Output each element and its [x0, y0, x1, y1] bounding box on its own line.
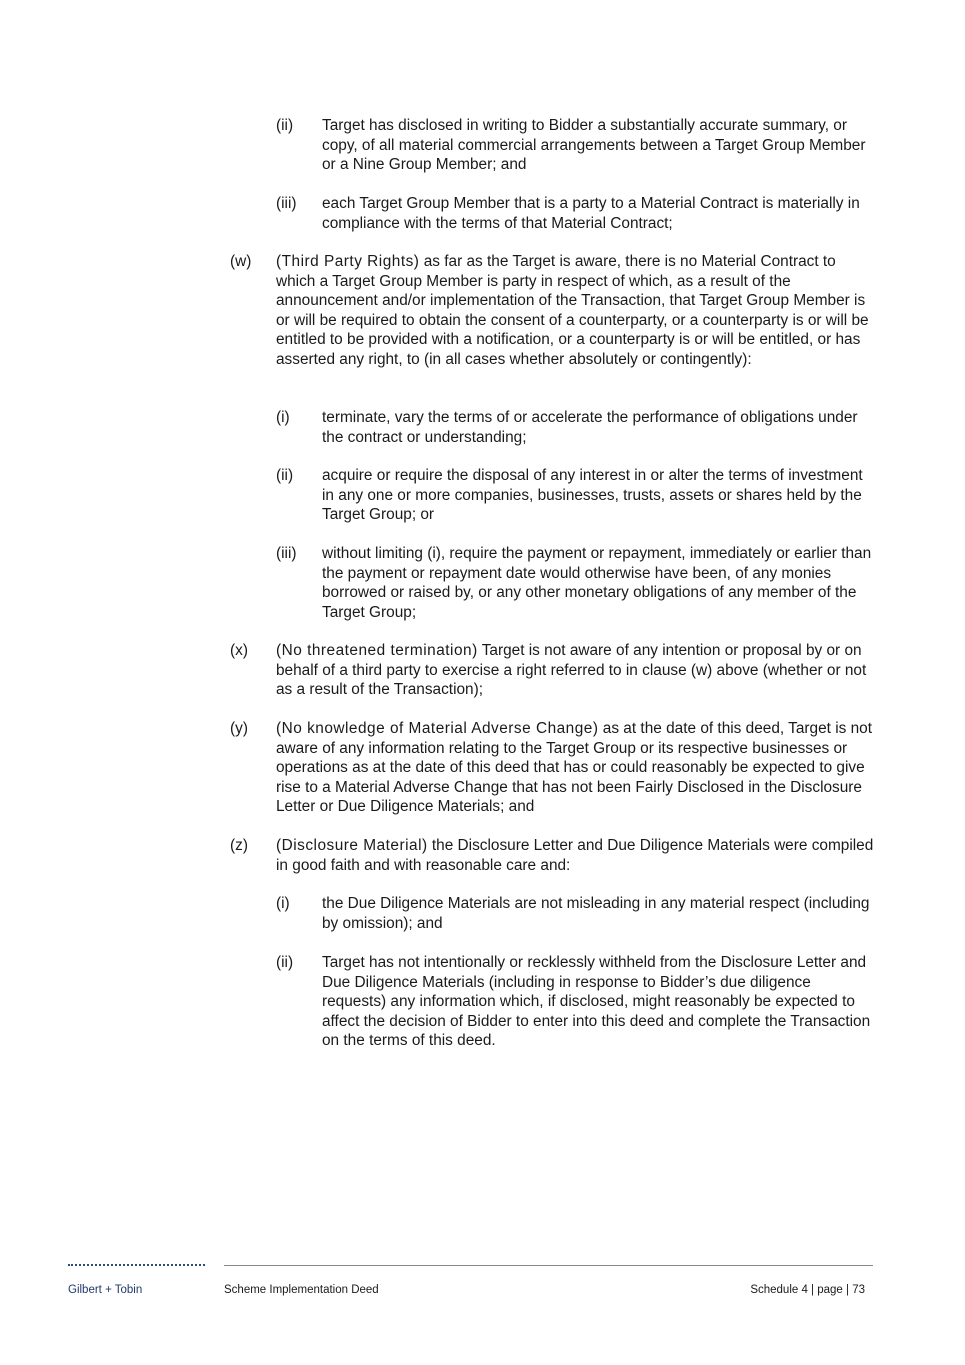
clause-number: (w) — [230, 253, 252, 270]
clause-heading: (Third Party Rights) — [276, 253, 420, 270]
clause-body — [276, 252, 876, 369]
clause-text: as at the date of this deed, Target is not aware of any information relating to the Target Group or its respective businesses or operations as at the date of this deed that has or could reasonably be expected to give rise to a Material Adverse Change that has not been Fairly Disclosed in the Disclosure Letter or Due Diligence Materials; and — [276, 720, 873, 815]
clause-text: as far as the Target is aware, there is no Material Contract to which a Target Group Member is party in respect of which, as a result of the announcement and/or implementation of the Transaction, that Target Group Member is or will be required to obtain the consent of a counterparty, or a counterparty is or will be entitled to be provided with a notification, or a counterparty is or will be entitled, or has asserted any right, to (in all cases whether absolutely or contingently): — [276, 253, 869, 368]
clause-number: (i) — [276, 895, 290, 912]
clause-text: Target is not aware of any intention or proposal by or on behalf of a third party to exercise a right referred to in clause (w) above (whether or not as a result of the Transaction); — [276, 642, 867, 698]
clause-text: the Due Diligence Materials are not misleading in any material respect (including by omission); and — [322, 895, 870, 932]
clause-text: terminate, vary the terms of or accelerate the performance of obligations under the contract or understanding; — [322, 409, 858, 446]
clause-number: (z) — [230, 837, 248, 854]
clause-body — [276, 641, 876, 700]
clause-heading: (No knowledge of Material Adverse Change) — [276, 720, 599, 737]
clause-number: (y) — [230, 720, 248, 737]
clause-heading: (Disclosure Material) — [276, 837, 428, 854]
footer-dotted-rule — [68, 1264, 205, 1266]
clause-number: (x) — [230, 642, 248, 659]
footer-divider — [224, 1265, 873, 1266]
clause-number: (ii) — [276, 954, 294, 971]
clause-heading: (No threatened termination) — [276, 642, 478, 659]
clause-body — [276, 836, 876, 875]
clause-number: (ii) — [276, 117, 294, 134]
footer-brand: Gilbert + Tobin — [68, 1284, 143, 1296]
clause-number: (iii) — [276, 195, 297, 212]
clause-number: (iii) — [276, 545, 297, 562]
clause-body — [276, 719, 876, 817]
clause-text: without limiting (i), require the payment or repayment, immediately or earlier than the payment or repayment date would otherwise have been, of any monies borrowed or raised by, or any other monetary obligations of any member of the Target Group; — [322, 545, 872, 621]
clause-text: each Target Group Member that is a party to a Material Contract is materially in compliance with the terms of that Material Contract; — [322, 195, 860, 232]
footer-document-title: Scheme Implementation Deed — [224, 1284, 379, 1296]
clause-text: acquire or require the disposal of any interest in or alter the terms of investment in any one or more companies, businesses, trusts, assets or shares held by the Target Group; or — [322, 467, 863, 523]
clause-number: (ii) — [276, 467, 294, 484]
clause-text: the Disclosure Letter and Due Diligence Materials were compiled in good faith and with reasonable care and: — [276, 837, 874, 874]
clause-text: Target has disclosed in writing to Bidder a substantially accurate summary, or copy, of all material commercial arrangements between a Target Group Member or a Nine Group Member; and — [322, 117, 866, 173]
footer-page-number: Schedule 4 | page | 73 — [750, 1284, 865, 1296]
clause-text: Target has not intentionally or recklessly withheld from the Disclosure Letter and Due Diligence Materials (including in response to Bidder’s due diligence requests) any information which, if disclosed, might reasonably be expected to affect the decision of Bidder to enter into this deed and complete the Transaction on the terms of this deed. — [322, 954, 871, 1049]
clause-number: (i) — [276, 409, 290, 426]
